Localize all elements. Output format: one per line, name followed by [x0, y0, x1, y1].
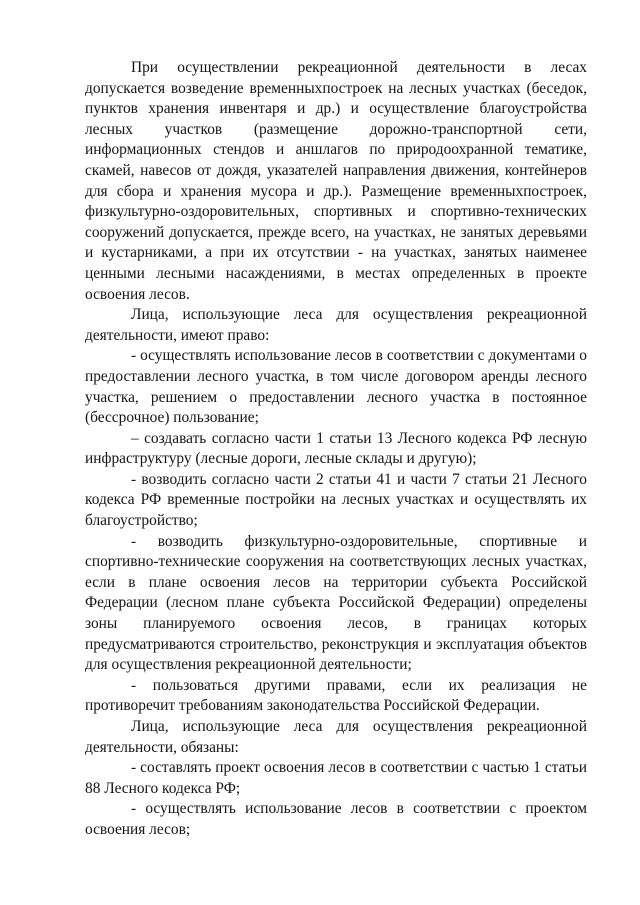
list-item-right-temporary-buildings: - возводить согласно части 2 статьи 41 и части 7 статьи 21 Лесного кодекса РФ временные постройки на лесных участках и осуществлять их благоустройство; [85, 470, 587, 530]
paragraph-obligations-intro: Лица, использующие леса для осуществления рекреационной деятельности, обязаны: [85, 718, 587, 756]
list-item-right-infrastructure: – создавать согласно части 1 статьи 13 Лесного кодекса РФ лесную инфраструктуру (лесные дороги, лесные склады и другую); [85, 429, 587, 468]
list-item-right-usage: - осуществлять использование лесов в соответствии с документами о предоставлении лесного участка, в том числе договором аренды лесного участка, решением о предоставлении лесного участка в постоянное (бессрочное) пользование; [85, 347, 587, 427]
paragraph-rights-intro: Лица, использующие леса для осуществления рекреационной деятельности, имеют право: [85, 306, 587, 344]
list-item-right-other: - пользоваться другими правами, если их реализация не противоречит требованиям законодательства Российской Федерации. [85, 676, 587, 715]
paragraph-recreation-structures: При осуществлении рекреационной деятельности в лесах допускается возведение временныхпостроек на лесных участках (беседок, пунктов хранения инвентаря и др.) и осуществление благоустройства лесных участков (размещение дорожно-транспортной сети, информационных стендов и аншлагов по природоохранной тематике, скамей, навесов от дождя, указателей направления движения, контейнеров для сбора и хранения мусора и др.). Размещение временныхпостроек, физкультурно-оздоровительных, спортивных и спортивно-технических сооружений допускается, прежде всего, на участках, не занятых деревьями и кустарниками, а при их отсутствии - на участках, занятых наименее ценными лесными насаждениями, в местах определенных в проекте освоения лесов. [85, 59, 587, 303]
list-item-obligation-usage: - осуществлять использование лесов в соответствии с проектом освоения лесов; [85, 800, 587, 838]
list-item-right-sports-facilities: - возводить физкультурно-оздоровительные, спортивные и спортивно-технические сооружения на соответствующих лесных участках, если в плане освоения лесов на территории субъекта Российской Федерации (лесном плане субъекта Российской Федерации) определены зоны планируемого освоения лесов, в границах которых предусматриваются строительство, реконструкция и эксплуатация объектов для осуществления рекреационной деятельности; [85, 532, 587, 674]
list-item-obligation-project: - составлять проект освоения лесов в соответствии с частью 1 статьи 88 Лесного кодекса РФ; [85, 759, 587, 797]
document-page [85, 58, 587, 841]
